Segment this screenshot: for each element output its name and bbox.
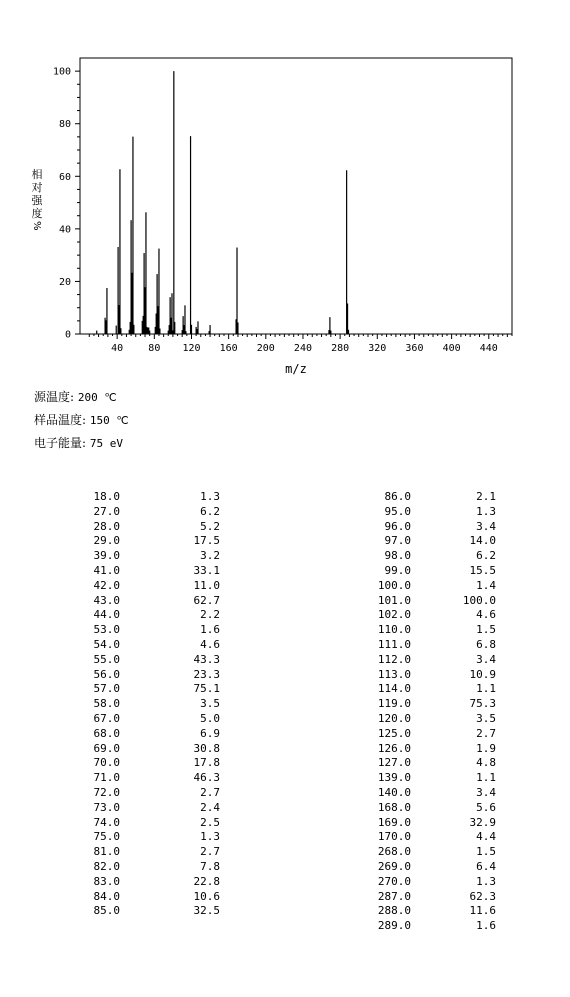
peak-mz: 84.0 (93, 889, 120, 903)
peak-row (350, 816, 496, 831)
peak-mz: 72.0 (93, 785, 120, 799)
peak-mz: 139.0 (377, 771, 411, 785)
peak-intensity: 1.4 (476, 578, 496, 592)
peak-intensity: 32.9 (469, 815, 496, 829)
peak-mz: 110.0 (377, 623, 411, 637)
peak-mz: 43.0 (93, 593, 120, 607)
peak-mz: 98.0 (384, 549, 411, 563)
peak-intensity: 6.9 (200, 726, 220, 740)
x-tick-label: 120 (182, 343, 201, 354)
peak-intensity: 2.2 (200, 608, 220, 622)
peak-mz: 75.0 (93, 830, 120, 844)
y-axis-label-char: 度 (31, 207, 43, 220)
peak-mz: 39.0 (93, 549, 120, 563)
peak-mz: 125.0 (377, 726, 411, 740)
peak-mz: 28.0 (93, 519, 120, 533)
peak-intensity: 1.9 (476, 741, 496, 755)
peak-intensity: 30.8 (193, 741, 220, 755)
peak-intensity: 3.5 (200, 697, 220, 711)
peak-mz: 53.0 (93, 623, 120, 637)
x-tick-label: 80 (148, 343, 161, 354)
peak-row (350, 890, 496, 905)
y-axis-label-char: 对 (31, 181, 43, 194)
sample-temperature (34, 411, 129, 428)
peak-intensity: 46.3 (193, 771, 220, 785)
peak-row (60, 801, 220, 816)
y-axis-label (30, 168, 44, 231)
peak-row (60, 742, 220, 757)
peak-mz: 170.0 (377, 830, 411, 844)
peak-row (60, 904, 220, 919)
peak-mz: 86.0 (384, 490, 411, 503)
peak-mz: 96.0 (384, 519, 411, 533)
peak-intensity: 10.6 (193, 889, 220, 903)
peak-row (350, 712, 496, 727)
x-axis-label: m/z (285, 362, 307, 376)
peak-mz: 288.0 (377, 904, 411, 918)
peak-intensity: 4.8 (476, 756, 496, 770)
peak-row (350, 786, 496, 801)
peak-mz: 56.0 (93, 667, 120, 681)
peak-row (350, 771, 496, 786)
peak-row (60, 697, 220, 712)
peak-mz: 41.0 (93, 563, 120, 577)
peak-mz: 102.0 (377, 608, 411, 622)
peak-row (60, 534, 220, 549)
peak-mz: 27.0 (93, 504, 120, 518)
peak-mz: 55.0 (93, 652, 120, 666)
peak-mz: 289.0 (377, 919, 411, 933)
peak-intensity: 5.2 (200, 519, 220, 533)
peak-bars (97, 71, 349, 334)
peak-mz: 18.0 (93, 490, 120, 503)
peak-mz: 112.0 (377, 652, 411, 666)
peak-row (350, 919, 496, 934)
peak-mz: 169.0 (377, 815, 411, 829)
electron-energy-value: 75 eV (89, 437, 123, 450)
peak-mz: 67.0 (93, 711, 120, 725)
peak-intensity: 23.3 (193, 667, 220, 681)
peak-row (350, 668, 496, 683)
mass-spectrum-chart (0, 0, 570, 380)
peak-row (60, 505, 220, 520)
peak-mz: 29.0 (93, 534, 120, 548)
y-tick-label: 80 (58, 119, 71, 131)
peak-intensity: 1.1 (476, 771, 496, 785)
peak-row (350, 830, 496, 845)
peak-mz: 44.0 (93, 608, 120, 622)
x-tick-label: 440 (479, 343, 498, 354)
peak-mz: 82.0 (93, 859, 120, 873)
peak-row (60, 830, 220, 845)
peak-intensity: 6.2 (476, 549, 496, 563)
peak-mz: 81.0 (93, 845, 120, 859)
peak-row (350, 534, 496, 549)
x-tick-label: 360 (405, 343, 424, 354)
peak-intensity: 2.1 (476, 490, 496, 503)
peak-row (60, 490, 220, 505)
peak-row (350, 860, 496, 875)
peak-intensity: 4.6 (200, 637, 220, 651)
peak-row (350, 653, 496, 668)
peak-mz: 85.0 (93, 904, 120, 918)
peak-row (350, 697, 496, 712)
sample-temperature-value: 150 ℃ (89, 414, 129, 427)
source-temperature (34, 388, 117, 405)
peak-mz: 57.0 (93, 682, 120, 696)
peak-mz: 100.0 (377, 578, 411, 592)
peak-row (350, 564, 496, 579)
peak-row (60, 816, 220, 831)
x-axis (89, 334, 512, 354)
peak-intensity: 5.0 (200, 711, 220, 725)
peak-intensity: 1.5 (476, 623, 496, 637)
peak-intensity: 1.3 (476, 504, 496, 518)
peak-row (350, 875, 496, 890)
x-tick-label: 160 (219, 343, 238, 354)
peak-intensity: 1.6 (200, 623, 220, 637)
peak-mz: 97.0 (384, 534, 411, 548)
peak-mz: 111.0 (377, 637, 411, 651)
peak-intensity: 17.5 (193, 534, 220, 548)
electron-energy-label: 电子能量: (34, 436, 87, 450)
peak-mz: 73.0 (93, 800, 120, 814)
peak-row (350, 801, 496, 816)
peak-mz: 101.0 (377, 593, 411, 607)
peak-row (350, 520, 496, 535)
peak-mz: 58.0 (93, 697, 120, 711)
peak-table-left (60, 490, 220, 919)
x-tick-label: 400 (442, 343, 461, 354)
peak-row (60, 579, 220, 594)
peak-mz: 99.0 (384, 563, 411, 577)
peak-row (60, 771, 220, 786)
peak-intensity: 6.4 (476, 859, 496, 873)
peak-row (350, 638, 496, 653)
peak-intensity: 62.3 (469, 889, 496, 903)
peak-mz: 114.0 (377, 682, 411, 696)
peak-row (350, 845, 496, 860)
peak-intensity: 14.0 (469, 534, 496, 548)
peak-row (350, 505, 496, 520)
peak-intensity: 6.8 (476, 637, 496, 651)
peak-intensity: 1.3 (200, 490, 220, 503)
peak-mz: 168.0 (377, 800, 411, 814)
peak-mz: 42.0 (93, 578, 120, 592)
peak-row (60, 860, 220, 875)
y-tick-label: 40 (58, 224, 71, 236)
peak-row (350, 623, 496, 638)
peak-intensity: 2.7 (200, 845, 220, 859)
peak-row (60, 756, 220, 771)
peak-mz: 54.0 (93, 637, 120, 651)
peak-intensity: 3.4 (476, 519, 496, 533)
peak-mz: 120.0 (377, 711, 411, 725)
peak-mz: 270.0 (377, 874, 411, 888)
peak-intensity: 2.4 (200, 800, 220, 814)
peak-row (60, 682, 220, 697)
peak-intensity: 17.8 (193, 756, 220, 770)
peak-row (60, 623, 220, 638)
peak-mz: 70.0 (93, 756, 120, 770)
peak-intensity: 3.4 (476, 652, 496, 666)
peak-intensity: 10.9 (469, 667, 496, 681)
y-tick-label: 100 (52, 66, 71, 78)
x-tick-label: 40 (111, 343, 124, 354)
peak-intensity: 11.0 (193, 578, 220, 592)
peak-row (350, 904, 496, 919)
peak-mz: 74.0 (93, 815, 120, 829)
peak-row (60, 845, 220, 860)
peak-intensity: 1.3 (476, 874, 496, 888)
peak-intensity: 1.1 (476, 682, 496, 696)
peak-row (60, 638, 220, 653)
peak-intensity: 43.3 (193, 652, 220, 666)
peak-mz: 126.0 (377, 741, 411, 755)
y-axis (53, 67, 80, 341)
peak-intensity: 22.8 (193, 874, 220, 888)
peak-intensity: 5.6 (476, 800, 496, 814)
peak-row (60, 653, 220, 668)
y-axis-label-char: 相 (31, 168, 43, 181)
peak-row (350, 682, 496, 697)
peak-mz: 127.0 (377, 756, 411, 770)
x-tick-label: 240 (293, 343, 312, 354)
peak-intensity: 4.6 (476, 608, 496, 622)
peak-mz: 113.0 (377, 667, 411, 681)
peak-row (60, 594, 220, 609)
peak-row (60, 890, 220, 905)
peak-intensity: 2.7 (200, 785, 220, 799)
peak-mz: 140.0 (377, 785, 411, 799)
peak-intensity: 75.3 (469, 697, 496, 711)
peak-row (60, 786, 220, 801)
peak-intensity: 6.2 (200, 504, 220, 518)
peak-row (350, 549, 496, 564)
peak-mz: 287.0 (377, 889, 411, 903)
peak-intensity: 75.1 (193, 682, 220, 696)
peak-row (60, 668, 220, 683)
peak-intensity: 3.5 (476, 711, 496, 725)
peak-mz: 269.0 (377, 859, 411, 873)
peak-intensity: 11.6 (469, 904, 496, 918)
peak-row (60, 712, 220, 727)
peak-intensity: 4.4 (476, 830, 496, 844)
peak-intensity: 100.0 (462, 593, 496, 607)
sample-temperature-label: 样品温度: (34, 413, 87, 427)
peak-row (60, 727, 220, 742)
peak-row (60, 549, 220, 564)
peak-intensity: 32.5 (193, 904, 220, 918)
peak-mz: 69.0 (93, 741, 120, 755)
peak-mz: 268.0 (377, 845, 411, 859)
peak-intensity: 3.2 (200, 549, 220, 563)
y-axis-unit: % (31, 221, 42, 231)
peak-row (350, 756, 496, 771)
peak-row (350, 608, 496, 623)
peak-mz: 119.0 (377, 697, 411, 711)
peak-intensity: 1.5 (476, 845, 496, 859)
y-tick-label: 0 (64, 329, 71, 341)
peak-intensity: 33.1 (193, 563, 220, 577)
peak-row (350, 579, 496, 594)
peak-mz: 83.0 (93, 874, 120, 888)
peak-intensity: 3.4 (476, 785, 496, 799)
x-tick-label: 320 (368, 343, 387, 354)
peak-row (60, 564, 220, 579)
peak-intensity: 1.3 (200, 830, 220, 844)
peak-row (350, 594, 496, 609)
y-axis-label-char: 强 (31, 194, 43, 207)
peak-intensity: 62.7 (193, 593, 220, 607)
source-temperature-label: 源温度: (34, 390, 75, 404)
peak-intensity: 7.8 (200, 859, 220, 873)
electron-energy (34, 434, 123, 451)
peak-intensity: 1.6 (476, 919, 496, 933)
peak-row (60, 608, 220, 623)
peak-table-right (350, 490, 496, 934)
x-tick-label: 280 (331, 343, 350, 354)
peak-mz: 71.0 (93, 771, 120, 785)
peak-intensity: 2.5 (200, 815, 220, 829)
peak-row (350, 727, 496, 742)
peak-intensity: 2.7 (476, 726, 496, 740)
y-tick-label: 60 (58, 171, 71, 183)
x-tick-label: 200 (256, 343, 275, 354)
peak-row (350, 490, 496, 505)
peak-mz: 68.0 (93, 726, 120, 740)
source-temperature-value: 200 ℃ (77, 391, 117, 404)
peak-mz: 95.0 (384, 504, 411, 518)
peak-row (350, 742, 496, 757)
peak-intensity: 15.5 (469, 563, 496, 577)
peak-row (60, 875, 220, 890)
y-tick-label: 20 (58, 276, 71, 288)
peak-row (60, 520, 220, 535)
